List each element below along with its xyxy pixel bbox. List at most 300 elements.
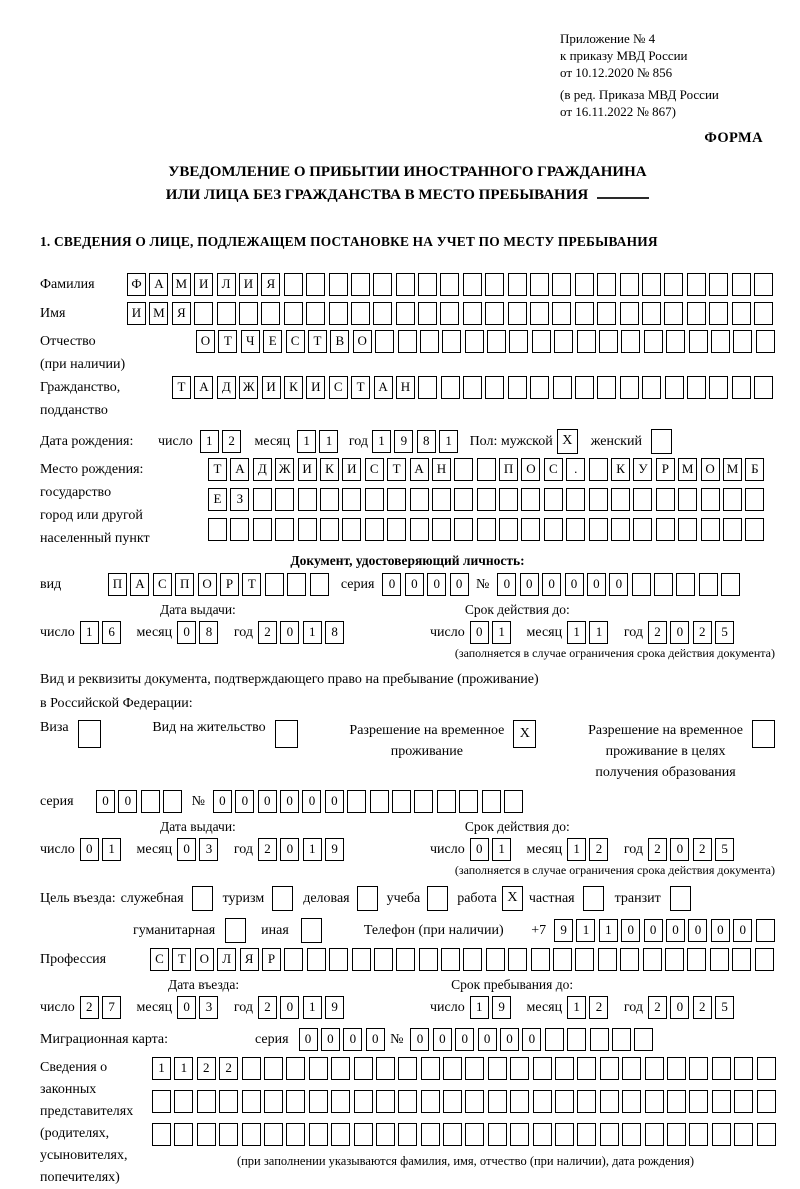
char-box[interactable] xyxy=(352,948,371,971)
char-box[interactable] xyxy=(197,1090,216,1113)
char-box[interactable]: 0 xyxy=(433,1028,452,1051)
char-box[interactable] xyxy=(598,948,617,971)
char-box[interactable] xyxy=(465,1057,484,1080)
char-box[interactable] xyxy=(645,1090,664,1113)
char-box[interactable] xyxy=(597,302,616,325)
char-box[interactable] xyxy=(418,302,437,325)
char-box[interactable] xyxy=(600,1123,619,1146)
char-box[interactable] xyxy=(396,302,415,325)
char-box[interactable]: М xyxy=(172,273,191,296)
char-box[interactable] xyxy=(351,302,370,325)
char-box[interactable]: С xyxy=(286,330,305,353)
char-box[interactable] xyxy=(351,273,370,296)
char-box[interactable]: М xyxy=(149,302,168,325)
char-box[interactable] xyxy=(645,1123,664,1146)
visa-checkbox[interactable] xyxy=(78,720,101,748)
char-box[interactable] xyxy=(530,376,549,399)
char-box[interactable]: 2 xyxy=(258,838,277,861)
char-box[interactable]: 0 xyxy=(405,573,424,596)
char-box[interactable] xyxy=(208,518,227,541)
char-box[interactable] xyxy=(488,1123,507,1146)
char-box[interactable]: Т xyxy=(308,330,327,353)
char-box[interactable] xyxy=(566,518,585,541)
char-box[interactable] xyxy=(689,1123,708,1146)
char-box[interactable] xyxy=(757,1090,776,1113)
char-box[interactable]: И xyxy=(239,273,258,296)
char-box[interactable] xyxy=(396,948,415,971)
char-box[interactable]: О xyxy=(353,330,372,353)
char-box[interactable]: 2 xyxy=(258,996,277,1019)
char-box[interactable] xyxy=(194,302,213,325)
char-box[interactable] xyxy=(331,1123,350,1146)
char-box[interactable]: М xyxy=(723,458,742,481)
char-box[interactable]: С xyxy=(544,458,563,481)
char-box[interactable]: 1 xyxy=(372,430,391,453)
char-box[interactable] xyxy=(757,1057,776,1080)
char-box[interactable] xyxy=(733,330,752,353)
char-box[interactable] xyxy=(242,1123,261,1146)
char-box[interactable] xyxy=(709,302,728,325)
char-box[interactable] xyxy=(555,1123,574,1146)
char-box[interactable]: Л xyxy=(217,273,236,296)
char-box[interactable]: 2 xyxy=(693,838,712,861)
char-box[interactable]: 0 xyxy=(280,996,299,1019)
char-box[interactable] xyxy=(754,273,773,296)
char-box[interactable] xyxy=(620,273,639,296)
char-box[interactable] xyxy=(533,1123,552,1146)
char-box[interactable] xyxy=(745,488,764,511)
char-box[interactable] xyxy=(253,518,272,541)
char-box[interactable] xyxy=(689,1057,708,1080)
char-box[interactable] xyxy=(347,790,366,813)
char-box[interactable] xyxy=(553,948,572,971)
char-box[interactable] xyxy=(442,330,461,353)
purpose-work-checkbox[interactable]: X xyxy=(502,886,523,911)
char-box[interactable] xyxy=(552,302,571,325)
char-box[interactable]: Т xyxy=(208,458,227,481)
purpose-transit-checkbox[interactable] xyxy=(670,886,691,911)
char-box[interactable] xyxy=(687,948,706,971)
char-box[interactable]: К xyxy=(611,458,630,481)
char-box[interactable] xyxy=(374,948,393,971)
char-box[interactable] xyxy=(331,1090,350,1113)
char-box[interactable] xyxy=(620,948,639,971)
char-box[interactable] xyxy=(521,488,540,511)
char-box[interactable]: 1 xyxy=(174,1057,193,1080)
char-box[interactable]: 8 xyxy=(199,621,218,644)
char-box[interactable]: 0 xyxy=(450,573,469,596)
char-box[interactable]: 0 xyxy=(382,573,401,596)
char-box[interactable]: О xyxy=(198,573,217,596)
char-box[interactable] xyxy=(242,1057,261,1080)
char-box[interactable] xyxy=(508,948,527,971)
char-box[interactable]: Ж xyxy=(275,458,294,481)
char-box[interactable] xyxy=(589,488,608,511)
char-box[interactable]: 3 xyxy=(199,996,218,1019)
char-box[interactable] xyxy=(644,330,663,353)
char-box[interactable] xyxy=(454,488,473,511)
char-box[interactable]: Е xyxy=(208,488,227,511)
char-box[interactable]: У xyxy=(633,458,652,481)
char-box[interactable]: 1 xyxy=(567,996,586,1019)
char-box[interactable] xyxy=(687,273,706,296)
char-box[interactable]: 0 xyxy=(321,1028,340,1051)
char-box[interactable]: И xyxy=(127,302,146,325)
char-box[interactable]: 3 xyxy=(199,838,218,861)
char-box[interactable] xyxy=(286,1057,305,1080)
char-box[interactable] xyxy=(354,1057,373,1080)
char-box[interactable]: 0 xyxy=(688,919,707,942)
char-box[interactable] xyxy=(597,376,616,399)
char-box[interactable]: 0 xyxy=(478,1028,497,1051)
char-box[interactable]: 0 xyxy=(325,790,344,813)
char-box[interactable] xyxy=(532,330,551,353)
char-box[interactable]: Т xyxy=(242,573,261,596)
char-box[interactable]: 0 xyxy=(666,919,685,942)
char-box[interactable]: Ч xyxy=(241,330,260,353)
char-box[interactable]: 0 xyxy=(520,573,539,596)
char-box[interactable] xyxy=(645,1057,664,1080)
char-box[interactable] xyxy=(265,573,284,596)
char-box[interactable]: 0 xyxy=(644,919,663,942)
char-box[interactable]: С xyxy=(329,376,348,399)
char-box[interactable] xyxy=(667,1123,686,1146)
char-box[interactable]: П xyxy=(175,573,194,596)
gender-male-checkbox[interactable]: X xyxy=(557,429,578,454)
char-box[interactable]: 1 xyxy=(303,621,322,644)
char-box[interactable]: 0 xyxy=(670,996,689,1019)
char-box[interactable] xyxy=(734,1090,753,1113)
char-box[interactable] xyxy=(667,1057,686,1080)
char-box[interactable]: 0 xyxy=(470,621,489,644)
char-box[interactable]: 2 xyxy=(197,1057,216,1080)
char-box[interactable] xyxy=(477,488,496,511)
char-box[interactable]: А xyxy=(149,273,168,296)
char-box[interactable] xyxy=(533,1090,552,1113)
char-box[interactable] xyxy=(656,518,675,541)
char-box[interactable] xyxy=(306,302,325,325)
char-box[interactable] xyxy=(354,1123,373,1146)
char-box[interactable] xyxy=(488,1090,507,1113)
char-box[interactable] xyxy=(309,1090,328,1113)
char-box[interactable] xyxy=(723,488,742,511)
purpose-study-checkbox[interactable] xyxy=(427,886,448,911)
char-box[interactable]: 2 xyxy=(648,621,667,644)
char-box[interactable] xyxy=(219,1123,238,1146)
char-box[interactable]: А xyxy=(410,458,429,481)
char-box[interactable] xyxy=(375,330,394,353)
char-box[interactable] xyxy=(531,948,550,971)
purpose-private-checkbox[interactable] xyxy=(583,886,604,911)
char-box[interactable]: Д xyxy=(217,376,236,399)
char-box[interactable]: 0 xyxy=(343,1028,362,1051)
char-box[interactable] xyxy=(398,1057,417,1080)
char-box[interactable] xyxy=(487,330,506,353)
char-box[interactable]: 1 xyxy=(589,621,608,644)
char-box[interactable] xyxy=(485,302,504,325)
char-box[interactable] xyxy=(590,1028,609,1051)
char-box[interactable] xyxy=(264,1057,283,1080)
char-box[interactable]: 0 xyxy=(366,1028,385,1051)
char-box[interactable] xyxy=(307,948,326,971)
char-box[interactable]: И xyxy=(298,458,317,481)
char-box[interactable] xyxy=(634,1028,653,1051)
char-box[interactable]: 1 xyxy=(200,430,219,453)
char-box[interactable]: 1 xyxy=(102,838,121,861)
char-box[interactable] xyxy=(666,330,685,353)
char-box[interactable] xyxy=(373,273,392,296)
char-box[interactable] xyxy=(567,1028,586,1051)
char-box[interactable] xyxy=(398,1090,417,1113)
char-box[interactable] xyxy=(432,488,451,511)
char-box[interactable] xyxy=(633,488,652,511)
char-box[interactable]: 0 xyxy=(80,838,99,861)
char-box[interactable] xyxy=(620,376,639,399)
char-box[interactable]: А xyxy=(194,376,213,399)
char-box[interactable] xyxy=(398,330,417,353)
char-box[interactable] xyxy=(437,790,456,813)
char-box[interactable] xyxy=(504,790,523,813)
char-box[interactable] xyxy=(174,1090,193,1113)
char-box[interactable]: И xyxy=(262,376,281,399)
char-box[interactable]: О xyxy=(521,458,540,481)
char-box[interactable] xyxy=(275,518,294,541)
char-box[interactable]: 2 xyxy=(589,996,608,1019)
char-box[interactable]: С xyxy=(150,948,169,971)
purpose-tourism-checkbox[interactable] xyxy=(272,886,293,911)
char-box[interactable] xyxy=(577,1123,596,1146)
char-box[interactable]: Т xyxy=(387,458,406,481)
char-box[interactable] xyxy=(709,273,728,296)
char-box[interactable]: Я xyxy=(261,273,280,296)
char-box[interactable] xyxy=(756,330,775,353)
char-box[interactable] xyxy=(555,1057,574,1080)
char-box[interactable]: 9 xyxy=(325,996,344,1019)
char-box[interactable] xyxy=(443,1090,462,1113)
char-box[interactable]: 0 xyxy=(302,790,321,813)
char-box[interactable] xyxy=(432,518,451,541)
char-box[interactable] xyxy=(732,273,751,296)
char-box[interactable] xyxy=(665,948,684,971)
char-box[interactable] xyxy=(309,1057,328,1080)
char-box[interactable] xyxy=(217,302,236,325)
purpose-commercial-checkbox[interactable] xyxy=(357,886,378,911)
char-box[interactable] xyxy=(420,330,439,353)
char-box[interactable] xyxy=(463,273,482,296)
char-box[interactable]: О xyxy=(195,948,214,971)
char-box[interactable]: Т xyxy=(351,376,370,399)
char-box[interactable] xyxy=(642,273,661,296)
char-box[interactable]: К xyxy=(320,458,339,481)
char-box[interactable] xyxy=(418,273,437,296)
char-box[interactable] xyxy=(723,518,742,541)
char-box[interactable] xyxy=(421,1057,440,1080)
char-box[interactable]: М xyxy=(678,458,697,481)
temporary-residence-checkbox[interactable]: X xyxy=(513,720,536,748)
char-box[interactable] xyxy=(510,1057,529,1080)
char-box[interactable]: 2 xyxy=(589,838,608,861)
char-box[interactable]: 1 xyxy=(576,919,595,942)
char-box[interactable] xyxy=(284,948,303,971)
char-box[interactable]: Т xyxy=(172,376,191,399)
char-box[interactable]: 1 xyxy=(470,996,489,1019)
char-box[interactable] xyxy=(577,330,596,353)
char-box[interactable] xyxy=(373,302,392,325)
char-box[interactable] xyxy=(354,1090,373,1113)
char-box[interactable] xyxy=(465,1123,484,1146)
char-box[interactable] xyxy=(689,1090,708,1113)
char-box[interactable] xyxy=(665,376,684,399)
char-box[interactable]: 2 xyxy=(80,996,99,1019)
char-box[interactable] xyxy=(463,302,482,325)
char-box[interactable] xyxy=(287,573,306,596)
char-box[interactable] xyxy=(441,376,460,399)
char-box[interactable] xyxy=(286,1090,305,1113)
char-box[interactable] xyxy=(530,273,549,296)
char-box[interactable]: 0 xyxy=(542,573,561,596)
char-box[interactable] xyxy=(622,1090,641,1113)
char-box[interactable]: Ф xyxy=(127,273,146,296)
char-box[interactable]: 8 xyxy=(325,621,344,644)
char-box[interactable] xyxy=(756,919,775,942)
char-box[interactable]: 0 xyxy=(522,1028,541,1051)
char-box[interactable] xyxy=(721,573,740,596)
char-box[interactable] xyxy=(463,948,482,971)
char-box[interactable]: 0 xyxy=(670,838,689,861)
char-box[interactable] xyxy=(510,1090,529,1113)
char-box[interactable] xyxy=(365,518,384,541)
char-box[interactable] xyxy=(545,1028,564,1051)
char-box[interactable] xyxy=(642,302,661,325)
char-box[interactable] xyxy=(676,573,695,596)
char-box[interactable]: 1 xyxy=(80,621,99,644)
char-box[interactable] xyxy=(632,573,651,596)
char-box[interactable] xyxy=(242,1090,261,1113)
char-box[interactable] xyxy=(689,330,708,353)
char-box[interactable] xyxy=(734,1057,753,1080)
char-box[interactable]: 1 xyxy=(319,430,338,453)
char-box[interactable]: 1 xyxy=(492,838,511,861)
char-box[interactable] xyxy=(600,1090,619,1113)
char-box[interactable] xyxy=(575,376,594,399)
char-box[interactable]: 0 xyxy=(213,790,232,813)
char-box[interactable]: 2 xyxy=(219,1057,238,1080)
char-box[interactable] xyxy=(365,488,384,511)
char-box[interactable] xyxy=(521,518,540,541)
char-box[interactable]: И xyxy=(194,273,213,296)
char-box[interactable] xyxy=(699,573,718,596)
char-box[interactable] xyxy=(755,948,774,971)
char-box[interactable] xyxy=(712,1090,731,1113)
char-box[interactable] xyxy=(678,518,697,541)
char-box[interactable] xyxy=(284,302,303,325)
char-box[interactable]: Е xyxy=(263,330,282,353)
char-box[interactable] xyxy=(754,302,773,325)
char-box[interactable]: Я xyxy=(172,302,191,325)
char-box[interactable]: 0 xyxy=(299,1028,318,1051)
char-box[interactable]: А xyxy=(130,573,149,596)
char-box[interactable] xyxy=(577,1090,596,1113)
char-box[interactable] xyxy=(230,518,249,541)
char-box[interactable] xyxy=(329,948,348,971)
char-box[interactable] xyxy=(376,1057,395,1080)
char-box[interactable] xyxy=(454,458,473,481)
char-box[interactable] xyxy=(554,330,573,353)
purpose-other-checkbox[interactable] xyxy=(301,918,322,943)
char-box[interactable]: 9 xyxy=(554,919,573,942)
char-box[interactable] xyxy=(454,518,473,541)
char-box[interactable] xyxy=(664,302,683,325)
char-box[interactable] xyxy=(709,376,728,399)
char-box[interactable] xyxy=(174,1123,193,1146)
char-box[interactable] xyxy=(678,488,697,511)
char-box[interactable] xyxy=(410,518,429,541)
char-box[interactable]: 9 xyxy=(325,838,344,861)
char-box[interactable]: 0 xyxy=(500,1028,519,1051)
char-box[interactable] xyxy=(440,302,459,325)
char-box[interactable]: 2 xyxy=(258,621,277,644)
char-box[interactable] xyxy=(510,1123,529,1146)
char-box[interactable]: . xyxy=(566,458,585,481)
char-box[interactable] xyxy=(508,376,527,399)
char-box[interactable] xyxy=(396,273,415,296)
char-box[interactable] xyxy=(486,948,505,971)
char-box[interactable] xyxy=(275,488,294,511)
char-box[interactable] xyxy=(712,1123,731,1146)
char-box[interactable] xyxy=(612,1028,631,1051)
char-box[interactable] xyxy=(387,518,406,541)
char-box[interactable]: Н xyxy=(396,376,415,399)
char-box[interactable]: 2 xyxy=(648,838,667,861)
char-box[interactable]: 2 xyxy=(693,621,712,644)
char-box[interactable] xyxy=(589,458,608,481)
char-box[interactable]: 6 xyxy=(102,621,121,644)
char-box[interactable]: 0 xyxy=(427,573,446,596)
char-box[interactable]: 0 xyxy=(118,790,137,813)
char-box[interactable]: Н xyxy=(432,458,451,481)
char-box[interactable] xyxy=(555,1090,574,1113)
char-box[interactable]: С xyxy=(365,458,384,481)
char-box[interactable] xyxy=(443,1057,462,1080)
char-box[interactable]: 5 xyxy=(715,838,734,861)
char-box[interactable] xyxy=(499,518,518,541)
char-box[interactable] xyxy=(477,518,496,541)
char-box[interactable] xyxy=(597,273,616,296)
char-box[interactable] xyxy=(508,273,527,296)
char-box[interactable] xyxy=(687,302,706,325)
char-box[interactable] xyxy=(264,1123,283,1146)
char-box[interactable]: 0 xyxy=(733,919,752,942)
char-box[interactable] xyxy=(577,1057,596,1080)
char-box[interactable] xyxy=(552,273,571,296)
char-box[interactable] xyxy=(732,376,751,399)
char-box[interactable]: Б xyxy=(745,458,764,481)
char-box[interactable]: 5 xyxy=(715,996,734,1019)
char-box[interactable] xyxy=(141,790,160,813)
char-box[interactable]: 0 xyxy=(497,573,516,596)
char-box[interactable] xyxy=(622,1123,641,1146)
char-box[interactable]: Р xyxy=(220,573,239,596)
char-box[interactable]: А xyxy=(230,458,249,481)
char-box[interactable] xyxy=(732,948,751,971)
char-box[interactable] xyxy=(575,948,594,971)
char-box[interactable] xyxy=(392,790,411,813)
char-box[interactable] xyxy=(745,518,764,541)
char-box[interactable]: 1 xyxy=(303,838,322,861)
char-box[interactable]: 0 xyxy=(455,1028,474,1051)
char-box[interactable] xyxy=(654,573,673,596)
char-box[interactable] xyxy=(342,488,361,511)
